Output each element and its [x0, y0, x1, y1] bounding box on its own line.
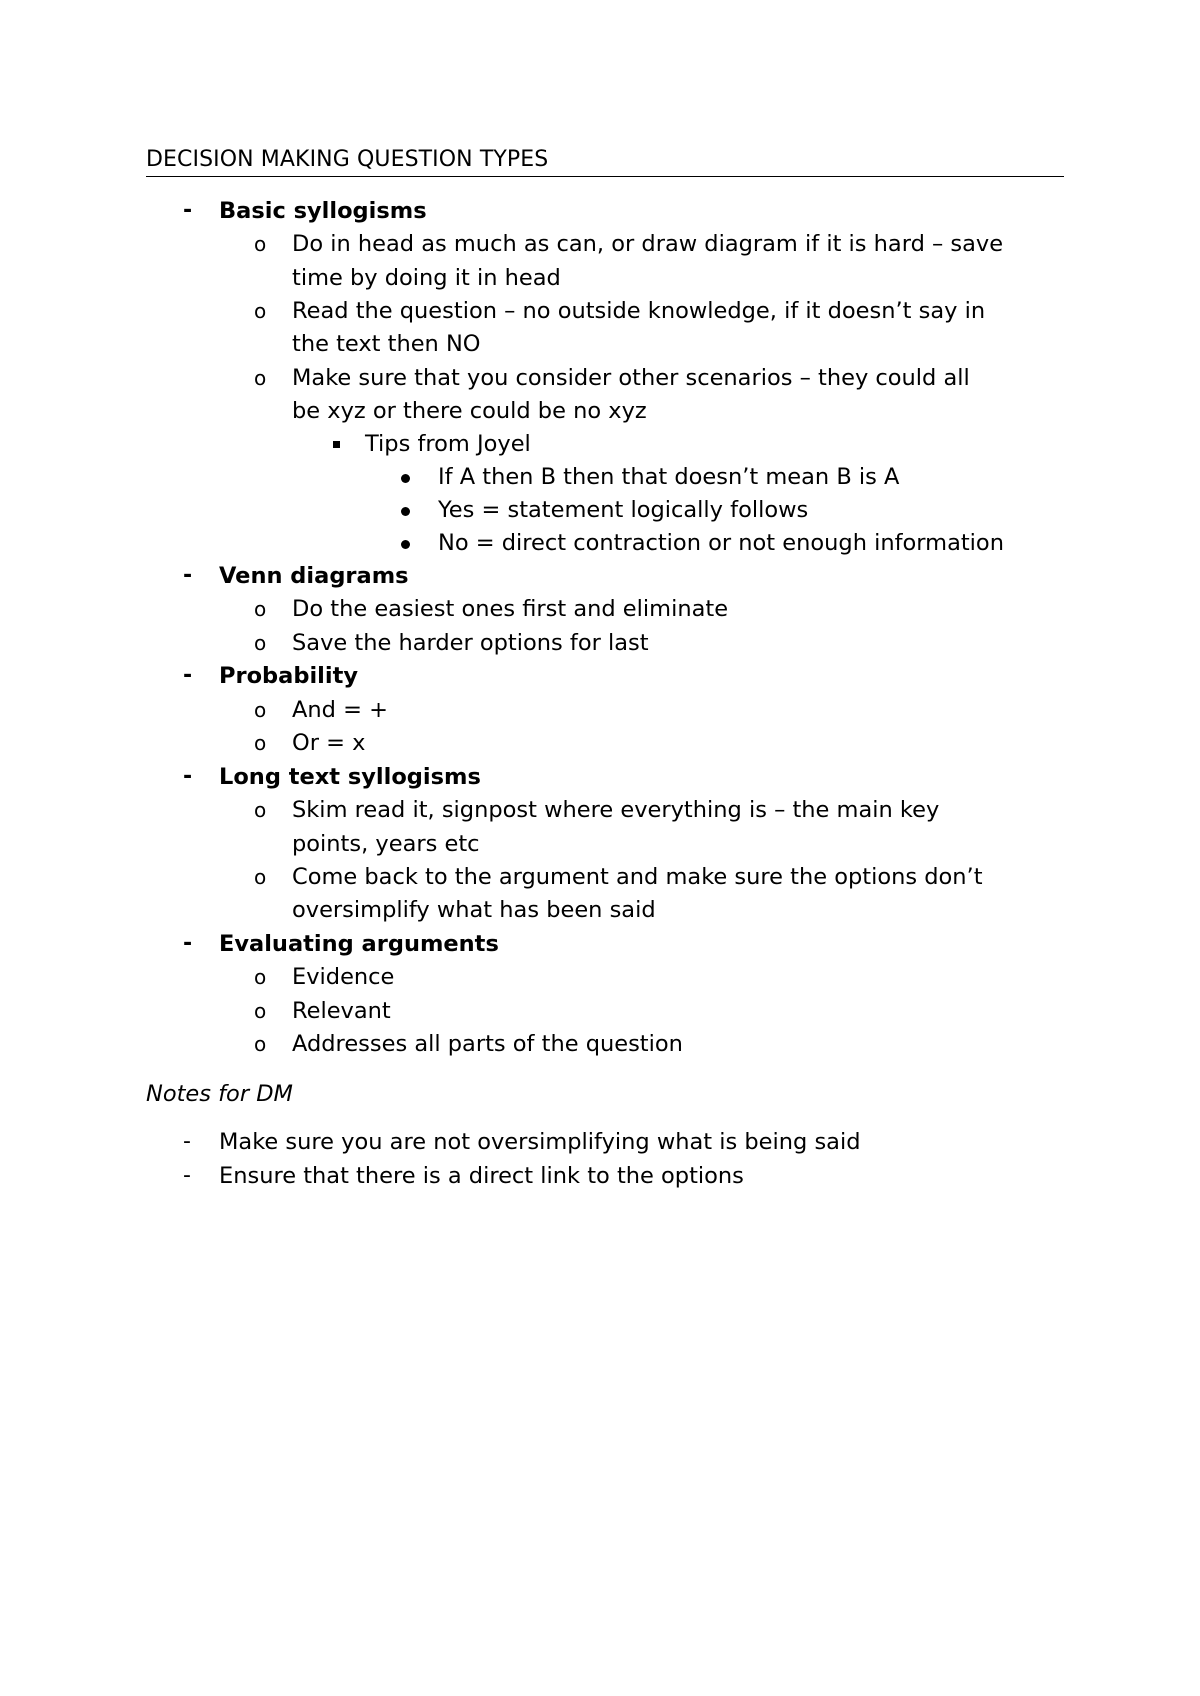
dash-marker: -	[183, 931, 193, 956]
circle-marker: o	[254, 999, 267, 1023]
circle-marker: o	[254, 1032, 267, 1056]
list-item: And = +	[292, 697, 388, 723]
circle-marker: o	[254, 698, 267, 722]
sub-list-point: If A then B then that doesn’t mean B is A	[438, 464, 900, 490]
list-item-continuation: points, years etc	[292, 831, 480, 857]
sub-list-point: No = direct contraction or not enough information	[438, 530, 1004, 556]
list-item: Addresses all parts of the question	[292, 1031, 683, 1057]
section-title-basic-syllogisms: Basic syllogisms	[219, 198, 427, 224]
square-bullet-icon	[333, 441, 340, 448]
list-item: Read the question – no outside knowledge, if it doesn’t say in	[292, 298, 986, 324]
section-title-evaluating-arguments: Evaluating arguments	[219, 931, 499, 957]
list-item-continuation: be xyz or there could be no xyz	[292, 398, 647, 424]
circle-marker: o	[254, 299, 267, 323]
circle-marker: o	[254, 232, 267, 256]
circle-marker: o	[254, 597, 267, 621]
circle-marker: o	[254, 965, 267, 989]
section-title-long-text-syllogisms: Long text syllogisms	[219, 764, 481, 790]
list-item: Make sure that you consider other scenarios – they could all	[292, 365, 970, 391]
list-item: Skim read it, signpost where everything is – the main key	[292, 797, 940, 823]
list-item: Or = x	[292, 730, 366, 756]
list-item: Do the easiest ones first and eliminate	[292, 596, 729, 622]
list-item-continuation: oversimplify what has been said	[292, 897, 656, 923]
round-bullet-icon	[401, 474, 410, 483]
notes-title: Notes for DM	[146, 1081, 293, 1107]
circle-marker: o	[254, 865, 267, 889]
dash-marker: -	[183, 563, 193, 588]
list-item: Save the harder options for last	[292, 630, 649, 656]
list-item-continuation: the text then NO	[292, 331, 481, 357]
section-title-venn-diagrams: Venn diagrams	[219, 563, 409, 589]
list-item: Come back to the argument and make sure the options don’t	[292, 864, 983, 890]
list-item: Do in head as much as can, or draw diagram if it is hard – save	[292, 231, 1004, 257]
list-item: Evidence	[292, 964, 395, 990]
dash-marker: -	[183, 1163, 191, 1188]
list-item: Relevant	[292, 998, 391, 1024]
sub-list-label: Tips from Joyel	[365, 431, 531, 457]
sub-list-point: Yes = statement logically follows	[438, 497, 809, 523]
section-title-probability: Probability	[219, 663, 358, 689]
round-bullet-icon	[401, 540, 410, 549]
document-heading: DECISION MAKING QUESTION TYPES	[146, 146, 1064, 177]
note-item: Make sure you are not oversimplifying what is being said	[219, 1129, 861, 1155]
round-bullet-icon	[401, 507, 410, 516]
dash-marker: -	[183, 764, 193, 789]
circle-marker: o	[254, 731, 267, 755]
circle-marker: o	[254, 631, 267, 655]
dash-marker: -	[183, 663, 193, 688]
circle-marker: o	[254, 798, 267, 822]
dash-marker: -	[183, 1129, 191, 1154]
circle-marker: o	[254, 366, 267, 390]
list-item-continuation: time by doing it in head	[292, 265, 561, 291]
dash-marker: -	[183, 198, 193, 223]
note-item: Ensure that there is a direct link to the options	[219, 1163, 744, 1189]
